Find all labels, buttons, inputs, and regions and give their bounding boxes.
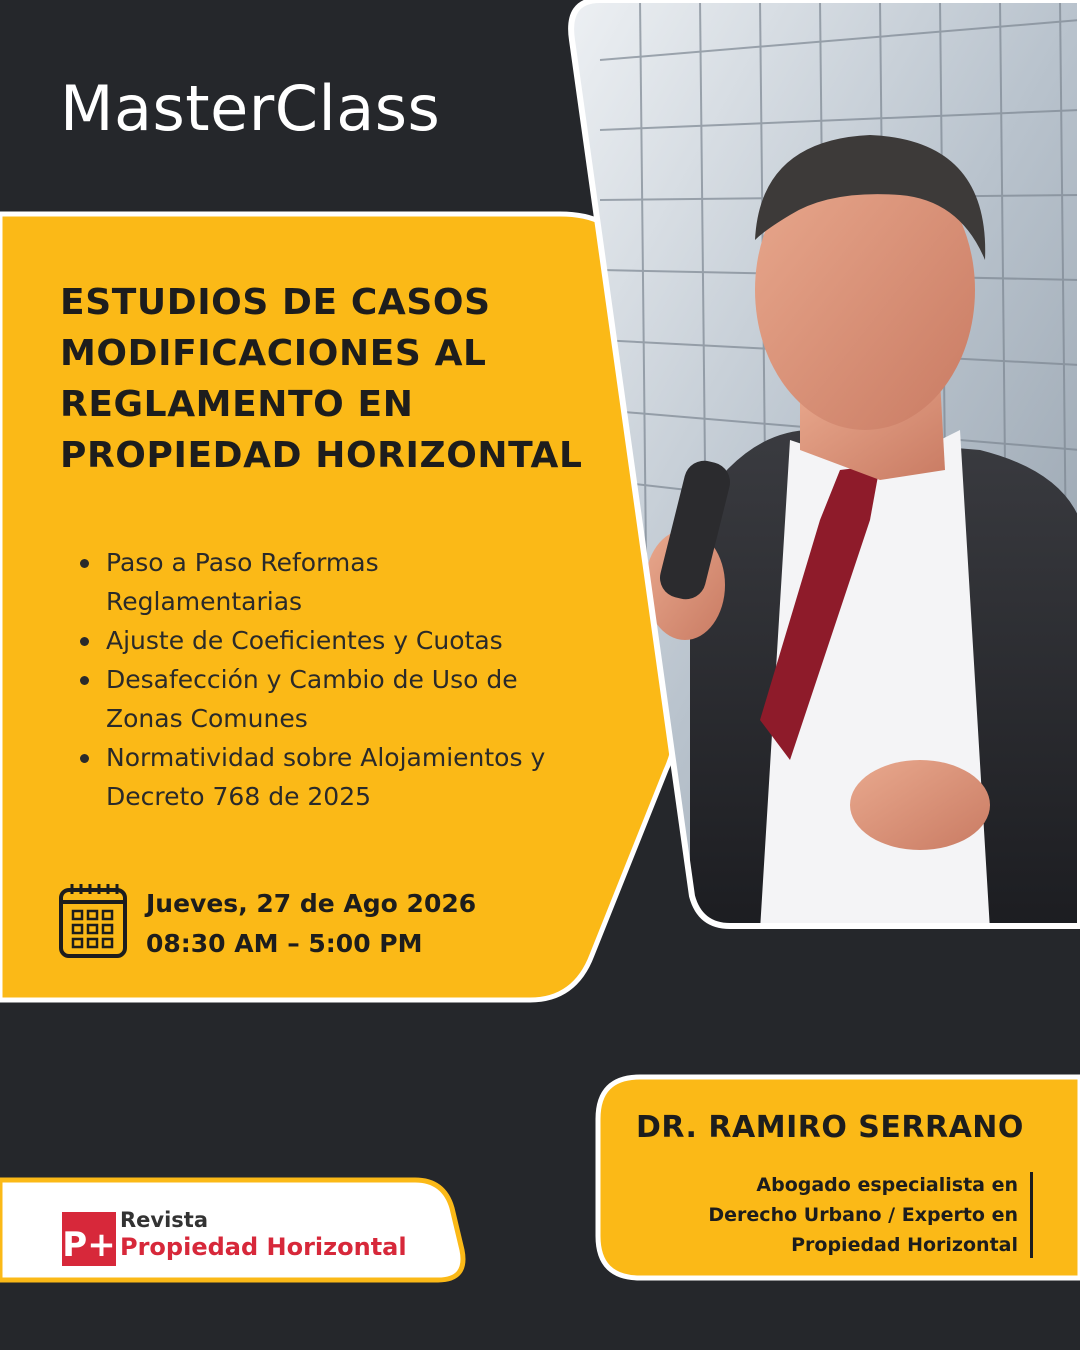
speaker-role-line: Derecho Urbano / Experto en (708, 1204, 1018, 1226)
event-time: 08:30 AM – 5:00 PM (146, 929, 423, 958)
headline-line: REGLAMENTO EN (60, 384, 414, 425)
list-item (78, 738, 638, 816)
speaker-name: DR. RAMIRO SERRANO (636, 1110, 1024, 1145)
list-item-line: Normatividad sobre Alojamientos y (106, 743, 546, 772)
headline-line: PROPIEDAD HORIZONTAL (60, 435, 583, 476)
bullet-icon (80, 637, 89, 646)
list-item-line: Reglamentarias (106, 587, 303, 616)
bullet-icon (80, 559, 89, 568)
list-item-line: Paso a Paso Reformas (106, 548, 379, 577)
page-title: MasterClass (60, 72, 441, 145)
list-item-line: Desafección y Cambio de Uso de (106, 665, 518, 694)
topic-list (78, 543, 638, 816)
course-headline (60, 277, 620, 481)
speaker-role-line: Propiedad Horizontal (791, 1234, 1018, 1256)
list-item (78, 621, 638, 660)
logo-mark-icon (62, 1212, 116, 1266)
headline-line: MODIFICACIONES AL (60, 333, 487, 374)
list-item (78, 660, 638, 738)
bullet-icon (80, 676, 89, 685)
speaker-role-line: Abogado especialista en (756, 1174, 1018, 1196)
divider (1030, 1172, 1033, 1258)
calendar-icon (58, 880, 130, 960)
list-item-line: Zonas Comunes (106, 704, 308, 733)
list-item (78, 543, 638, 621)
headline-line: ESTUDIOS DE CASOS (60, 282, 491, 323)
speaker-role (640, 1170, 1018, 1260)
event-datetime (146, 884, 476, 964)
list-item-line: Decreto 768 de 2025 (106, 782, 372, 811)
bullet-icon (80, 754, 89, 763)
logo-revista-text: Revista (120, 1208, 209, 1232)
svg-text:P+: P+ (62, 1225, 116, 1265)
logo-name-text: Propiedad Horizontal (120, 1233, 407, 1261)
event-date: Jueves, 27 de Ago 2026 (146, 889, 477, 918)
list-item-line: Ajuste de Coeficientes y Cuotas (106, 626, 503, 655)
